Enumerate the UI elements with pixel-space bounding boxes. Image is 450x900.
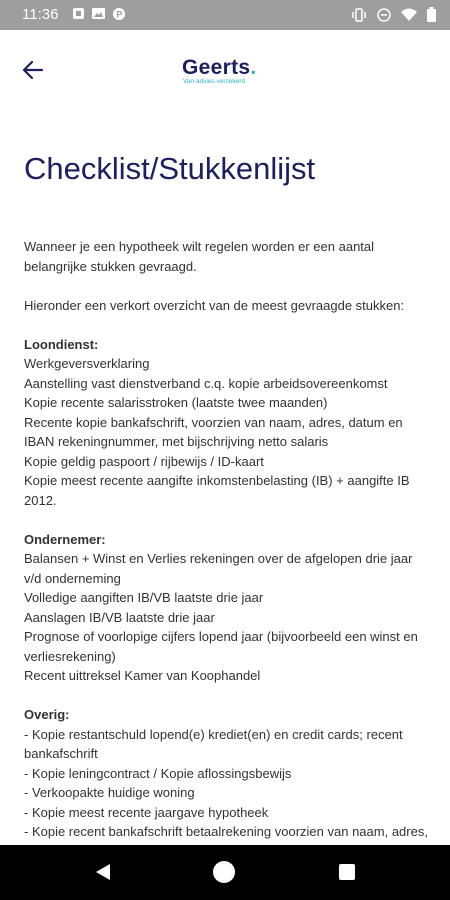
do-not-disturb-icon (377, 8, 391, 22)
checklist-item: - Kopie recent bankafschrift betaalrekening voorzien van naam, adres, (24, 824, 428, 840)
checklist-item: Volledige aangiften IB/VB laatste drie jaar (24, 590, 264, 606)
page-title: Checklist/Stukkenlijst (24, 151, 316, 186)
checklist-item: Balansen + Winst en Verlies rekeningen over de afgelopen drie jaar v/d onderneming (24, 551, 413, 586)
overview-text: Hieronder een verkort overzicht van de meest gevraagde stukken: (24, 297, 405, 313)
battery-icon (427, 7, 436, 22)
checklist-item: - Kopie leningcontract / Kopie aflossingsbewijs (24, 765, 292, 781)
checklist-item: Werkgeversverklaring (24, 356, 150, 372)
recents-square-icon[interactable] (339, 864, 355, 880)
status-left-icons (73, 8, 125, 20)
checklist-item: Aanstelling vast dienstverband c.q. kopie arbeidsovereenkomst (24, 375, 388, 391)
checklist-item: Aanslagen IB/VB laatste drie jaar (24, 609, 215, 625)
notification-icon (73, 8, 84, 19)
navigation-bar (0, 845, 450, 900)
checklist-section (24, 530, 428, 686)
checklist-item: Recent uittreksel Kamer van Koophandel (24, 668, 261, 684)
home-circle-icon[interactable] (213, 861, 235, 883)
svg-text:P: P (116, 9, 123, 20)
checklist-section (24, 335, 428, 511)
image-icon (92, 8, 105, 19)
section-heading: Ondernemer: (24, 531, 106, 547)
checklist-item: - Kopie meest recente jaargave hypotheek (24, 804, 269, 820)
intro-text: Wanneer je een hypotheek wilt regelen worden er een aantal belangrijke stukken gevraagd. (24, 239, 375, 274)
wifi-icon (401, 8, 417, 21)
geerts-logo (182, 56, 272, 92)
page-content (24, 150, 428, 845)
logo-tagline: Van advies verzekerd (183, 78, 246, 85)
checklist-item: - Verkoopakte huidige woning (24, 785, 195, 801)
status-right-icons (351, 7, 436, 22)
checklist-item: - Kopie restantschuld lopend(e) krediet(en) en credit cards; recent bankafschrift (24, 726, 403, 762)
arrow-left-icon (21, 60, 43, 80)
status-bar (0, 0, 450, 30)
checklist-item: Kopie geldig paspoort / rijbewijs / ID-kaart (24, 453, 264, 469)
vibrate-icon (351, 8, 367, 22)
checklist-item: Prognose of voorlopige cijfers lopend jaar (bijvoorbeeld een winst en verliesrekening) (24, 629, 418, 664)
app-bar (0, 30, 450, 110)
status-time: 11:36 (22, 6, 59, 23)
parking-icon (113, 8, 125, 20)
section-heading: Loondienst: (24, 336, 99, 352)
section-heading: Overig: (24, 707, 70, 723)
checklist-sections (24, 335, 428, 862)
logo-dot: . (250, 56, 257, 79)
logo-name: Geerts. (182, 56, 257, 79)
checklist-item: Recente kopie bankafschrift, voorzien van naam, adres, datum en IBAN rekeningnummer, met bijschrijving netto salaris (24, 414, 403, 450)
checklist-item: Kopie meest recente aangifte inkomstenbelasting (IB) + aangifte IB 2012. (24, 473, 410, 508)
back-triangle-icon[interactable] (95, 863, 111, 881)
checklist-item: Kopie recente salarisstroken (laatste twee maanden) (24, 395, 328, 411)
checklist-section (24, 705, 428, 861)
back-button[interactable] (16, 54, 48, 86)
